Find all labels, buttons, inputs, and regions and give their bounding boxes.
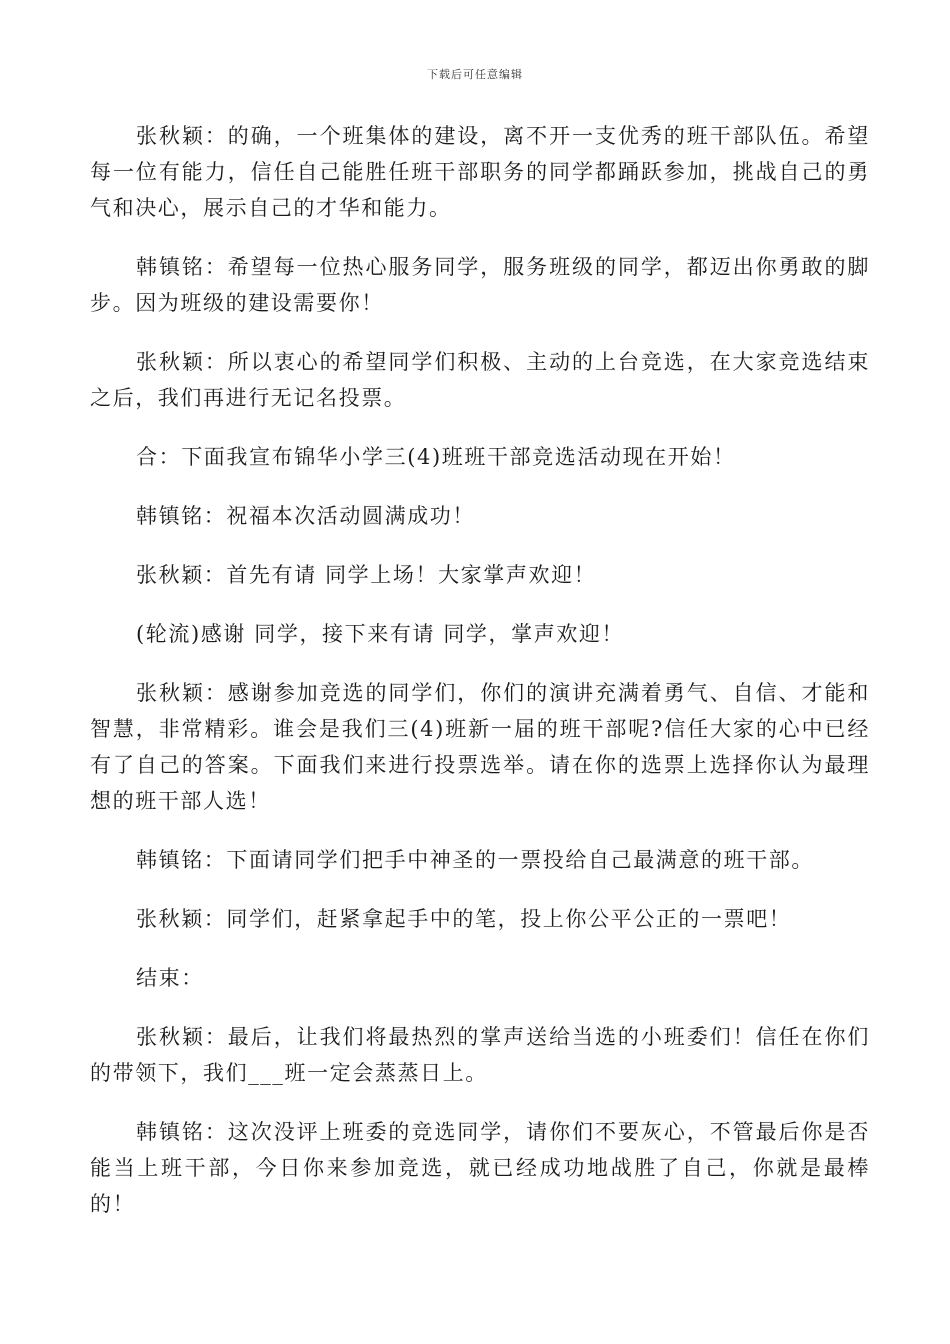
paragraph-7: (轮流)感谢 同学，接下来有请 同学，掌声欢迎！	[136, 622, 625, 646]
paragraph-11: 结束：	[136, 966, 204, 990]
page-header: 下载后可任意编辑	[427, 68, 523, 81]
document-body	[90, 118, 870, 1245]
paragraph-2: 韩镇铭：希望每一位热心服务同学，服务班级的同学，都迈出你勇敢的脚步。因为班级的建设需要你！	[90, 255, 870, 315]
paragraph-10: 张秋颖：同学们，赶紧拿起手中的笔，投上你公平公正的一票吧！	[136, 907, 792, 931]
paragraph-13: 韩镇铭：这次没评上班委的竞选同学，请你们不要灰心，不管最后你是否能当上班干部，今日你来参加竞选，就已经成功地战胜了自己，你就是最棒的！	[90, 1120, 870, 1216]
paragraph-12: 张秋颖：最后，让我们将最热烈的掌声送给当选的小班委们！信任在你们的带领下，我们___班一定会蒸蒸日上。	[90, 1025, 870, 1085]
paragraph-1: 张秋颖：的确，一个班集体的建设，离不开一支优秀的班干部队伍。希望每一位有能力，信任自己能胜任班干部职务的同学都踊跃参加，挑战自己的勇气和决心，展示自己的才华和能力。	[90, 124, 870, 220]
paragraph-8: 张秋颖：感谢参加竞选的同学们，你们的演讲充满着勇气、自信、才能和智慧，非常精彩。谁会是我们三(4)班新一届的班干部呢?信任大家的心中已经有了自己的答案。下面我们来进行投票选举。请在你的选票上选择你认为最理想的班干部人选！	[90, 681, 870, 813]
paragraph-5: 韩镇铭：祝福本次活动圆满成功！	[136, 504, 475, 528]
paragraph-3: 张秋颖：所以衷心的希望同学们积极、主动的上台竞选，在大家竞选结束之后，我们再进行无记名投票。	[90, 350, 870, 410]
paragraph-9: 韩镇铭：下面请同学们把手中神圣的一票投给自己最满意的班干部。	[136, 848, 814, 872]
paragraph-4: 合：下面我宣布锦华小学三(4)班班干部竞选活动现在开始！	[136, 445, 736, 469]
paragraph-6: 张秋颖：首先有请 同学上场！大家掌声欢迎！	[136, 563, 597, 587]
